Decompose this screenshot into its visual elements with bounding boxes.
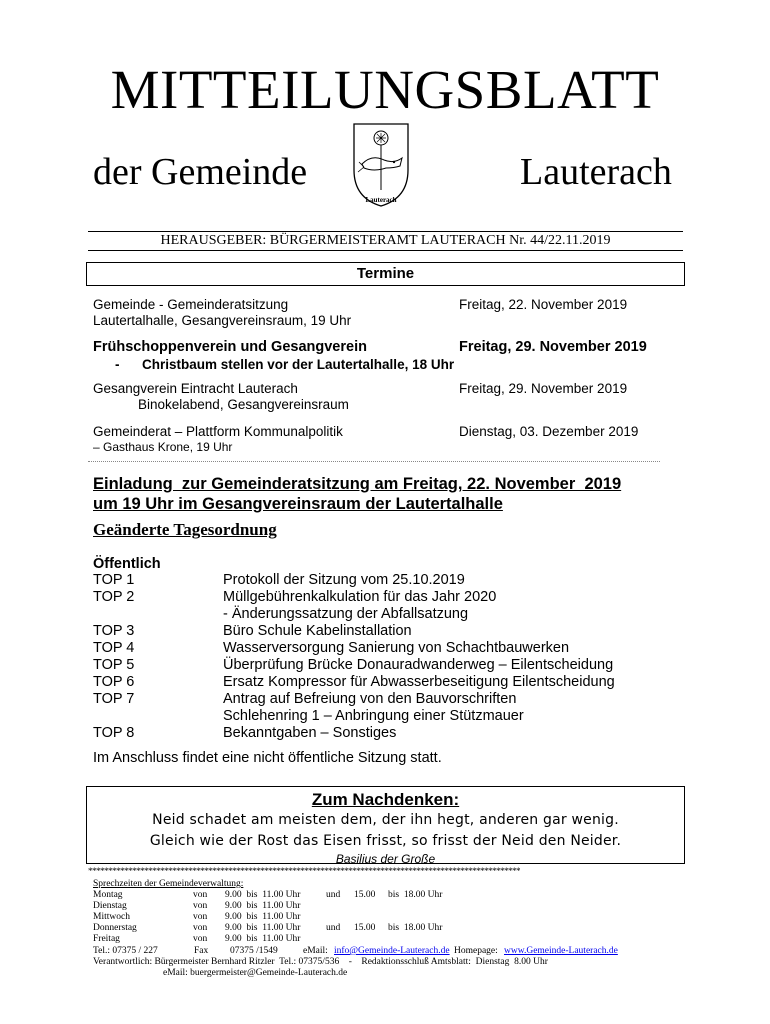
section-heading: Öffentlich	[93, 556, 161, 572]
event-date: Freitag, 29. November 2019	[459, 339, 647, 355]
top-text: Antrag auf Befreiung von den Bauvorschriften	[223, 691, 517, 707]
time-1: 9.00 bis 11.00 Uhr	[225, 901, 301, 911]
event-date: Freitag, 29. November 2019	[459, 381, 628, 396]
und: und	[326, 923, 341, 933]
list-item	[93, 589, 693, 606]
top-number: TOP 3	[93, 623, 135, 639]
quote-line-1: Neid schadet am meisten dem, der ihn hegt, anderen gar wenig.	[152, 812, 619, 828]
responsible-line: Verantwortlich: Bürgermeister Bernhard Ritzler Tel.: 07375/536 - Redaktionsschluß Amtsblatt: Dienstag 8.00 Uhr	[93, 957, 548, 967]
quote-line-2: Gleich wie der Rost das Eisen frisst, so frisst der Neid den Neider.	[149, 833, 622, 849]
event-title: Gemeinderat – Plattform Kommunalpolitik	[93, 424, 343, 439]
invitation-heading	[93, 474, 621, 514]
event-4	[93, 424, 343, 454]
publisher-line: HERAUSGEBER: BÜRGERMEISTERAMT LAUTERACH Nr. 44/22.11.2019	[160, 233, 611, 248]
mayor-email: eMail: buergermeister@Gemeinde-Lauterach.de	[163, 968, 348, 978]
top-number: TOP 1	[93, 572, 135, 588]
time-1: 9.00 bis 11.00 Uhr	[225, 912, 301, 922]
invitation-line-1: Einladung zur Gemeinderatsitzung am Freitag, 22. November 2019	[93, 475, 622, 493]
day: Mittwoch	[93, 912, 130, 922]
table-row	[93, 901, 442, 912]
top-text: Bekanntgaben – Sonstiges	[223, 725, 397, 741]
quote-title: Zum Nachdenken:	[311, 790, 460, 809]
event-date: Dienstag, 03. Dezember 2019	[459, 424, 639, 439]
phone: Tel.: 07375 / 227	[93, 946, 158, 956]
table-row	[93, 923, 442, 934]
table-row	[93, 890, 442, 901]
event-1	[93, 297, 351, 329]
page-title: MITTEILUNGSBLATT	[110, 59, 660, 120]
von: von	[193, 912, 208, 922]
rule-bottom	[88, 250, 683, 251]
von: von	[193, 901, 208, 911]
time-2-end: bis 18.00 Uhr	[388, 923, 443, 933]
list-item	[93, 623, 693, 640]
top-number: TOP 8	[93, 725, 135, 741]
office-hours-table	[93, 890, 442, 945]
top-number	[93, 606, 223, 623]
subtitle-left: der Gemeinde	[93, 151, 308, 193]
table-row	[93, 934, 442, 945]
termine-heading: Termine	[86, 262, 685, 286]
quote-box	[86, 786, 685, 864]
time-1: 9.00 bis 11.00 Uhr	[225, 923, 301, 933]
list-item	[93, 657, 693, 674]
top-text: Protokoll der Sitzung vom 25.10.2019	[223, 572, 465, 588]
invitation-line-2: um 19 Uhr im Gesangvereinsraum der Lautertalhalle	[93, 495, 503, 513]
event-title: Frühschoppenverein und Gesangverein	[93, 339, 367, 355]
top-text: - Änderungssatzung der Abfallsatzung	[223, 606, 469, 622]
event-location: Binokelabend, Gesangvereinsraum	[138, 397, 349, 412]
event-2	[93, 339, 454, 373]
list-item	[93, 725, 693, 742]
top-text: Schlehenring 1 – Anbringung einer Stützmauer	[223, 708, 524, 724]
list-item	[93, 640, 693, 657]
divider	[88, 461, 660, 462]
table-row	[93, 912, 442, 923]
top-text: Büro Schule Kabelinstallation	[223, 623, 412, 639]
time-2-end: bis 18.00 Uhr	[388, 890, 443, 900]
top-number: TOP 4	[93, 640, 135, 656]
top-text: Müllgebührenkalkulation für das Jahr 2020	[223, 589, 497, 605]
day: Freitag	[93, 934, 120, 944]
event-title: Gemeinde - Gemeinderatsitzung	[93, 297, 289, 312]
day: Montag	[93, 890, 123, 900]
list-item	[93, 691, 693, 708]
contact-line	[93, 946, 618, 957]
fax-number: 07375 /1549	[230, 946, 278, 956]
event-3	[93, 381, 349, 413]
email-label: eMail:	[303, 946, 328, 956]
time-1: 9.00 bis 11.00 Uhr	[225, 890, 301, 900]
quote-author: Basilius der Große	[335, 852, 436, 866]
event-date: Freitag, 22. November 2019	[459, 297, 628, 312]
agenda-subheading: Geänderte Tagesordnung	[93, 520, 277, 539]
list-item	[93, 708, 693, 725]
list-item	[93, 674, 693, 691]
office-hours-heading: Sprechzeiten der Gemeindeverwaltung:	[93, 879, 244, 889]
von: von	[193, 923, 208, 933]
closing-note: Im Anschluss findet eine nicht öffentliche Sitzung statt.	[93, 750, 442, 766]
event-title: Gesangverein Eintracht Lauterach	[93, 381, 298, 396]
list-item	[93, 606, 693, 623]
time-2: 15.00	[354, 890, 376, 900]
email-link[interactable]: info@Gemeinde-Lauterach.de	[334, 946, 450, 956]
crest-label: Lauterach	[365, 196, 397, 204]
rule-top	[88, 231, 683, 232]
time-2: 15.00	[354, 923, 376, 933]
homepage-label: Homepage:	[454, 946, 498, 956]
top-number: TOP 2	[93, 589, 135, 605]
day: Donnerstag	[93, 923, 137, 933]
top-number: TOP 7	[93, 691, 135, 707]
top-text: Überprüfung Brücke Donauradwanderweg – Eilentscheidung	[223, 657, 614, 673]
event-location: - Christbaum stellen vor der Lautertalhalle, 18 Uhr	[115, 357, 455, 372]
event-location: – Gasthaus Krone, 19 Uhr	[93, 440, 233, 454]
top-number: TOP 6	[93, 674, 135, 690]
day: Dienstag	[93, 901, 127, 911]
von: von	[193, 890, 208, 900]
top-number	[93, 708, 223, 725]
und: und	[326, 890, 341, 900]
star-divider: ************************************************************************************************************	[88, 866, 520, 876]
top-number: TOP 5	[93, 657, 135, 673]
homepage-link[interactable]: www.Gemeinde-Lauterach.de	[504, 946, 618, 956]
von: von	[193, 934, 208, 944]
top-text: Wasserversorgung Sanierung von Schachtbauwerken	[223, 640, 570, 656]
event-location: Lautertalhalle, Gesangvereinsraum, 19 Uhr	[93, 313, 352, 328]
time-1: 9.00 bis 11.00 Uhr	[225, 934, 301, 944]
subtitle-right: Lauterach	[520, 151, 672, 193]
top-text: Ersatz Kompressor für Abwasserbeseitigung Eilentscheidung	[223, 674, 615, 690]
fax-label: Fax	[194, 946, 209, 956]
list-item	[93, 572, 693, 589]
agenda-list	[93, 572, 693, 742]
